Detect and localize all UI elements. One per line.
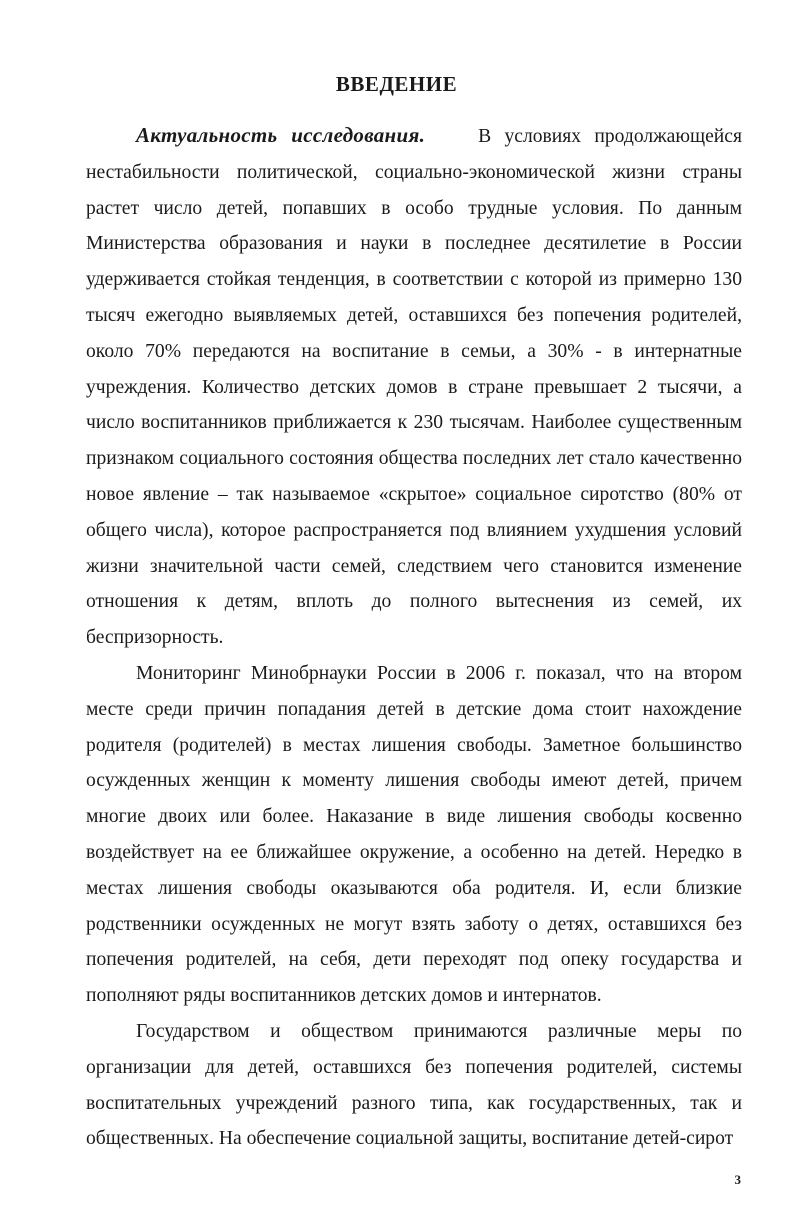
paragraph-text: В условиях продолжающейся нестабильности политической, социально-экономической жизни страны растет число детей, попавших в особо трудные условия. По данным Министерства образования и науки в последнее десятилетие в России удерживается стойкая тенденция, в соответствии с которой из примерно 130 тысяч ежегодно выявляемых детей, оставшихся без попечения родителей, около 70% передаются на воспитание в семьи, а 30% - в интернатные учреждения. Количество детских домов в стране превышает 2 тысячи, а число воспитанников приближается к 230 тысячам. Наиболее существенным признаком социального состояния общества последних лет стало качественно новое явление – так называемое «скрытое» социальное сиротство (80% от общего числа), которое распространяется под влиянием ухудшения условий жизни значительной части семей, следствием чего становится изменение отношения к детям, вплоть до полного вытеснения из семей, их беспризорность. bbox=[86, 126, 742, 649]
paragraph-3: Государством и обществом принимаются различные меры по организации для детей, оставшихся без попечения родителей, системы воспитательных учреждений разного типа, как государственных, так и общественных. На обеспечение социальной защиты, воспитание детей-сирот bbox=[86, 1020, 742, 1150]
body-text bbox=[86, 118, 742, 1157]
page-number: 3 bbox=[734, 1172, 741, 1187]
paragraph-1 bbox=[86, 118, 742, 656]
paragraph-lead: Актуальность исследования. bbox=[136, 123, 426, 147]
paragraph-2: Мониторинг Минобрнауки России в 2006 г. показал, что на втором месте среди причин попадания детей в детские дома стоит нахождение родителя (родителей) в местах лишения свободы. Заметное большинство осужденных женщин к моменту лишения свободы имеют детей, причем многие двоих или более. Наказание в виде лишения свободы косвенно воздействует на ее ближайшее окружение, а особенно на детей. Нередко в местах лишения свободы оказываются оба родителя. И, если близкие родственники осужденных не могут взять заботу о детях, оставшихся без попечения родителей, на себя, дети переходят под опеку государства и пополняют ряды воспитанников детских домов и интернатов. bbox=[86, 662, 742, 1007]
page-title: ВВЕДЕНИЕ bbox=[335, 72, 458, 96]
